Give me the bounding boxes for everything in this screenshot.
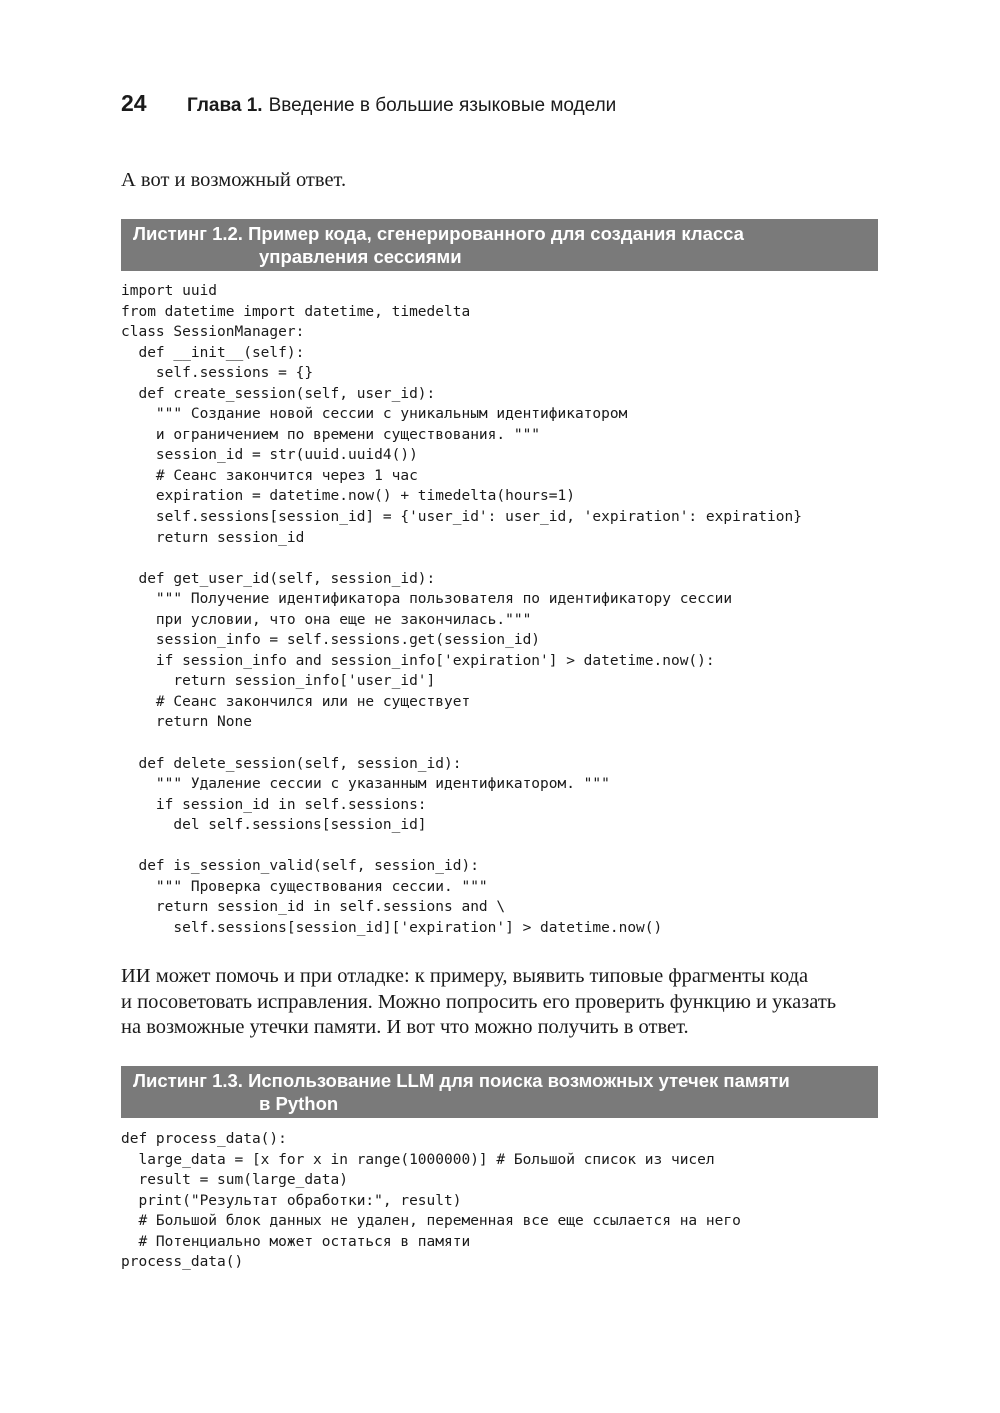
code-line: # Потенциально может остаться в памяти — [121, 1233, 471, 1250]
middle-text-line: ИИ может помочь и при отладке: к примеру, выявить типовые фрагменты кода — [121, 965, 809, 987]
code-line — [121, 548, 891, 569]
code-line: print("Результат обработки:", result) — [121, 1192, 462, 1209]
code-line: def delete_session(self, session_id): — [121, 755, 462, 772]
listing-1-3-title — [121, 1066, 878, 1118]
code-line: if session_id in self.sessions: — [121, 796, 427, 813]
code-line: session_info = self.sessions.get(session_id) — [121, 632, 541, 649]
code-line: """ Создание новой сессии с уникальным идентификатором — [121, 406, 628, 423]
page-number: 24 — [121, 90, 147, 116]
code-line: import uuid — [121, 283, 218, 299]
code-line: """ Удаление сессии с указанным идентификатором. """ — [121, 776, 610, 793]
middle-paragraph — [121, 964, 881, 1041]
code-line: session_id = str(uuid.uuid4()) — [121, 447, 418, 464]
code-line: def create_session(self, user_id): — [121, 385, 436, 402]
code-line: del self.sessions[session_id] — [121, 817, 427, 834]
code-line: result = sum(large_data) — [121, 1172, 348, 1189]
code-line: """ Проверка существования сессии. """ — [121, 878, 488, 895]
listing-1-3-code — [121, 1129, 891, 1273]
listing-1-2-title-line2: управления сессиями — [259, 246, 462, 267]
code-line: from datetime import datetime, timedelta — [121, 303, 471, 320]
code-line: return session_info['user_id'] — [121, 673, 436, 690]
middle-text-line: и посоветовать исправления. Можно попросить его проверить функцию и указать — [121, 990, 837, 1013]
code-line: self.sessions = {} — [121, 365, 314, 382]
code-line: return None — [121, 714, 252, 731]
code-line: self.sessions[session_id] = {'user_id': user_id, 'expiration': expiration} — [121, 509, 802, 526]
middle-text-line: на возможные утечки памяти. И вот что можно получить в ответ. — [121, 1016, 689, 1038]
code-line: class SessionManager: — [121, 324, 305, 341]
code-line: expiration = datetime.now() + timedelta(hours=1) — [121, 488, 575, 505]
code-line: return session_id in self.sessions and \ — [121, 899, 506, 916]
code-line: def process_data(): — [121, 1131, 287, 1147]
code-line: и ограничением по времени существования. """ — [121, 426, 541, 443]
running-header — [121, 90, 616, 117]
code-line — [121, 836, 891, 857]
code-line: при условии, что она еще не закончилась.""" — [121, 611, 532, 628]
code-line: large_data = [x for x in range(1000000)] # Большой список из чисел — [121, 1151, 715, 1168]
intro-paragraph — [121, 168, 881, 194]
code-line: process_data() — [121, 1254, 244, 1271]
chapter-label: Глава 1. — [187, 95, 263, 116]
listing-1-2-title — [121, 219, 878, 271]
code-line: def __init__(self): — [121, 344, 305, 361]
listing-1-3-title-line2: в Python — [259, 1093, 339, 1114]
listing-1-3-title-line1: Листинг 1.3. Использование LLM для поиска возможных утечек памяти — [133, 1070, 790, 1091]
code-line: def get_user_id(self, session_id): — [121, 570, 436, 587]
code-line: return session_id — [121, 529, 305, 546]
code-line: # Сеанс закончился или не существует — [121, 693, 471, 710]
listing-1-2-code — [121, 281, 891, 939]
code-line: def is_session_valid(self, session_id): — [121, 858, 479, 875]
code-line: # Сеанс закончится через 1 час — [121, 467, 418, 484]
code-line: self.sessions[session_id]['expiration'] > datetime.now() — [121, 919, 663, 936]
code-line: """ Получение идентификатора пользователя по идентификатору сессии — [121, 591, 733, 608]
code-line — [121, 733, 891, 754]
listing-1-2-title-line1: Листинг 1.2. Пример кода, сгенерированного для создания класса — [133, 223, 744, 244]
code-line: if session_info and session_info['expiration'] > datetime.now(): — [121, 652, 715, 669]
code-line: # Большой блок данных не удален, переменная все еще ссылается на него — [121, 1213, 741, 1230]
intro-text: А вот и возможный ответ. — [121, 169, 347, 191]
chapter-title: Введение в большие языковые модели — [268, 95, 617, 116]
